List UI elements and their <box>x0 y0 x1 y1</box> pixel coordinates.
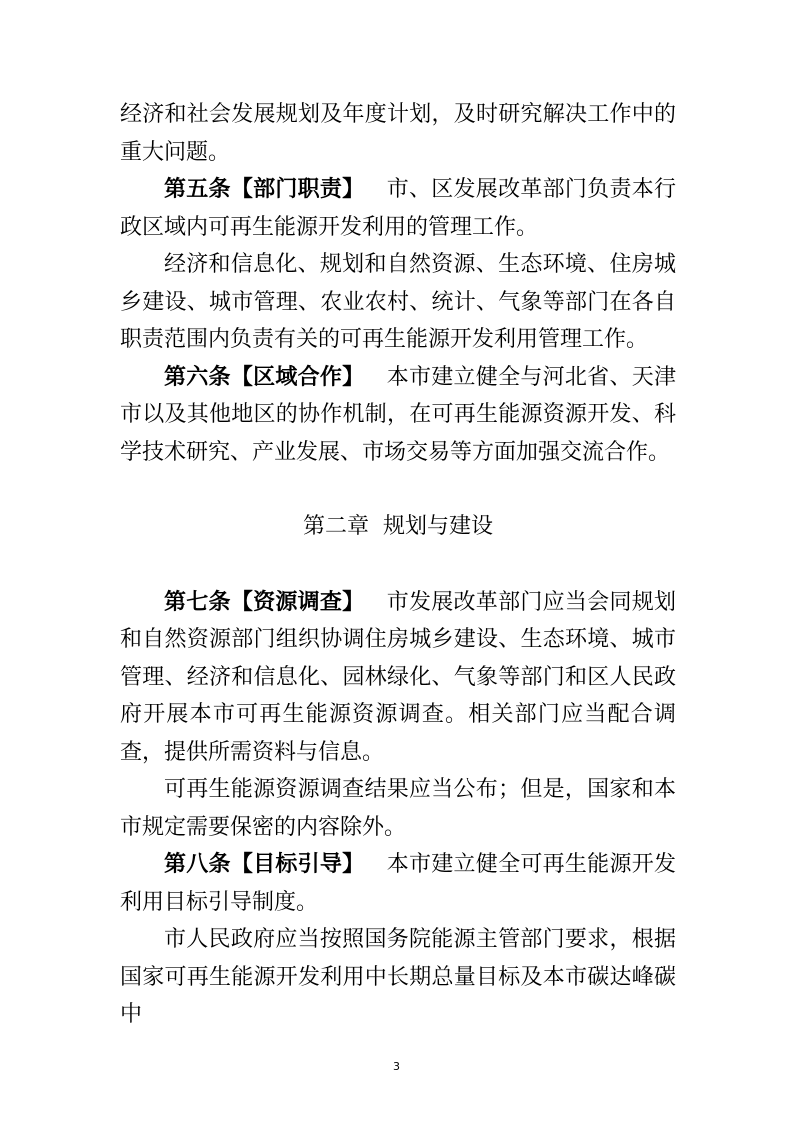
paragraph <box>120 96 676 171</box>
paragraph-text: 市人民政府应当按照国务院能源主管部门要求，根据国家可再生能源开发利用中长期总量目标及本市碳达峰碳中 <box>120 927 676 1027</box>
article-8 <box>120 846 676 921</box>
article-heading: 第六条【区域合作】 <box>164 364 365 390</box>
page-number: 3 <box>393 1060 400 1073</box>
chapter-title-text: 第二章 规划与建设 <box>303 514 493 539</box>
article-text: 本市建立健全与河北省、天津市以及其他地区的协作机制，在可再生能源资源开发、科学技术研究、产业发展、市场交易等方面加强交流合作。 <box>120 364 676 465</box>
paragraph-text: 可再生能源资源调查结果应当公布；但是，国家和本市规定需要保密的内容除外。 <box>120 777 676 840</box>
paragraph <box>120 246 676 359</box>
article-heading: 第五条【部门职责】 <box>164 177 365 202</box>
article-text: 市、区发展改革部门负责本行政区域内可再生能源开发利用的管理工作。 <box>120 177 676 240</box>
article-5 <box>120 171 676 246</box>
chapter-title <box>120 471 676 584</box>
document-body <box>120 96 676 1034</box>
paragraph-text: 经济和社会发展规划及年度计划，及时研究解决工作中的重大问题。 <box>120 102 676 165</box>
article-7 <box>120 584 676 772</box>
article-heading: 第八条【目标引导】 <box>164 852 365 877</box>
paragraph <box>120 771 676 846</box>
paragraph-text: 经济和信息化、规划和自然资源、生态环境、住房城乡建设、城市管理、农业农村、统计、气象等部门在各自职责范围内负责有关的可再生能源开发利用管理工作。 <box>120 252 676 352</box>
article-heading: 第七条【资源调查】 <box>164 589 365 615</box>
paragraph <box>120 921 676 1034</box>
article-text: 本市建立健全可再生能源开发利用目标引导制度。 <box>120 852 676 915</box>
article-text: 市发展改革部门应当会同规划和自然资源部门组织协调住房城乡建设、生态环境、城市管理、经济和信息化、园林绿化、气象等部门和区人民政府开展本市可再生能源资源调查。相关部门应当配合调查，提供所需资料与信息。 <box>120 589 676 765</box>
article-6 <box>120 359 676 472</box>
